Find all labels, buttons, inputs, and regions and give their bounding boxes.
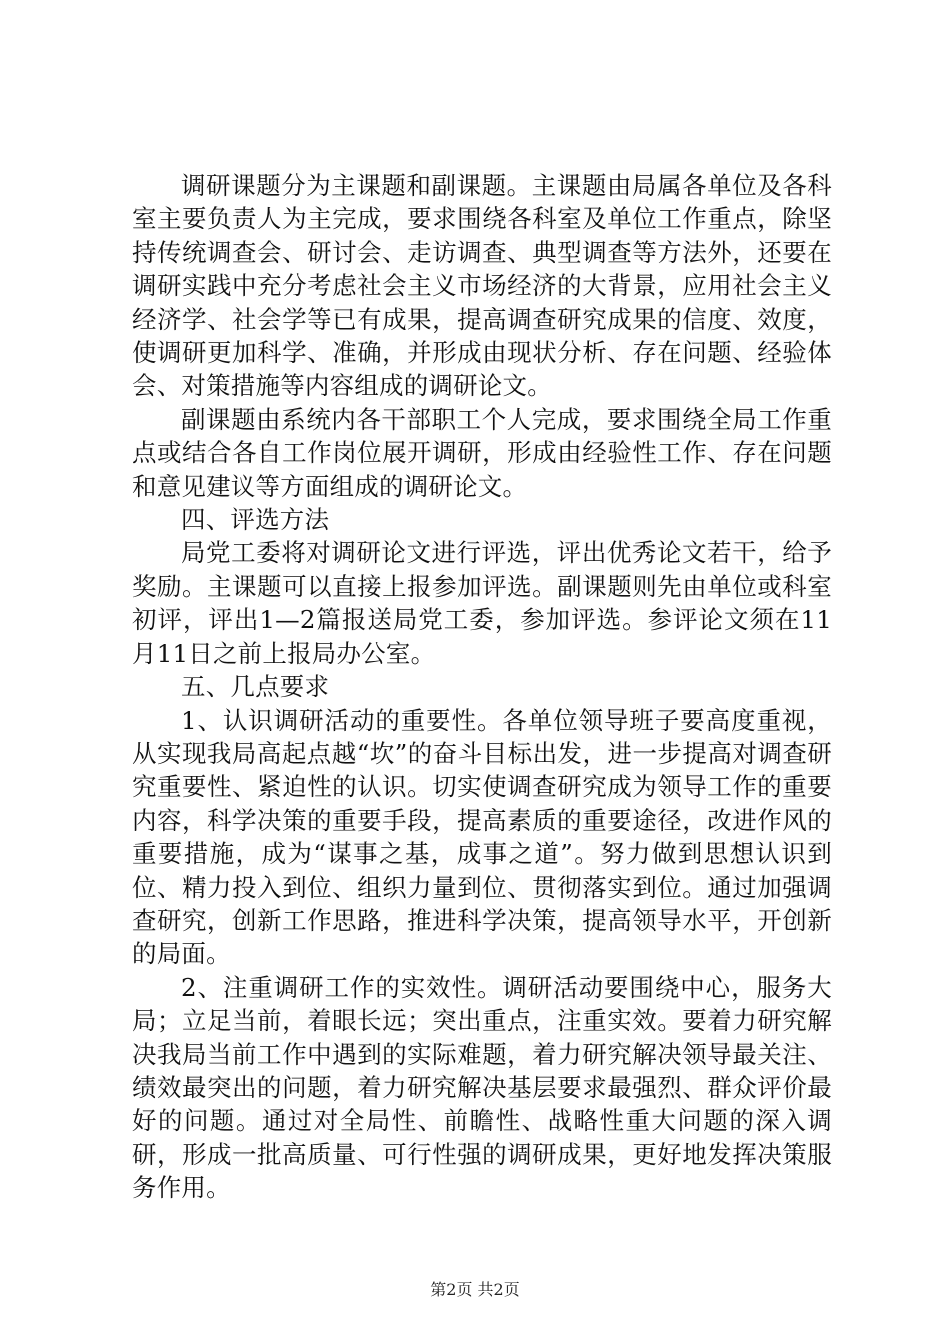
document-body (132, 169, 832, 1205)
paragraph-selection-method: 局党工委将对调研论文进行评选，评出优秀论文若干，给予奖励。主课题可以直接上报参加评选。副课题则先由单位或科室初评，评出1—2篇报送局党工委，参加评选。参评论文须在11月11日之前上报局办公室。 (132, 538, 832, 668)
paragraph-requirement-1: 1、认识调研活动的重要性。各单位领导班子要高度重视，从实现我局高起点越“坎”的奋斗目标出发，进一步提高对调查研究重要性、紧迫性的认识。切实使调查研究成为领导工作的重要内容，科学决策的重要手段，提高素质的重要途径，改进作风的重要措施，成为“谋事之基，成事之道”。努力做到思想认识到位、精力投入到位、组织力量到位、贯彻落实到位。通过加强调查研究，创新工作思路，推进科学决策，提高领导水平，开创新的局面。 (132, 705, 832, 969)
paragraph-research-topics: 调研课题分为主课题和副课题。主课题由局属各单位及各科室主要负责人为主完成，要求围绕各科室及单位工作重点，除坚持传统调查会、研讨会、走访调查、典型调查等方法外，还要在调研实践中充分考虑社会主义市场经济的大背景，应用社会主义经济学、社会学等已有成果，提高调查研究成果的信度、效度，使调研更加科学、准确，并形成由现状分析、存在问题、经验体会、对策措施等内容组成的调研论文。 (132, 171, 832, 401)
section-heading-selection-method: 四、评选方法 (181, 505, 330, 535)
section-heading-requirements: 五、几点要求 (181, 672, 330, 702)
page-number-footer: 第2页 共2页 (430, 1280, 520, 1299)
paragraph-requirement-2: 2、注重调研工作的实效性。调研活动要围绕中心，服务大局；立足当前，着眼长远；突出重点，注重实效。要着力研究解决我局当前工作中遇到的实际难题，着力研究解决领导最关注、绩效最突出的问题，着力研究解决基层要求最强烈、群众评价最好的问题。通过对全局性、前瞻性、战略性重大问题的深入调研，形成一批高质量、可行性强的调研成果，更好地发挥决策服务作用。 (132, 972, 832, 1203)
paragraph-sub-topics: 副课题由系统内各干部职工个人完成，要求围绕全局工作重点或结合各自工作岗位展开调研，形成由经验性工作、存在问题和意见建议等方面组成的调研论文。 (132, 404, 832, 501)
